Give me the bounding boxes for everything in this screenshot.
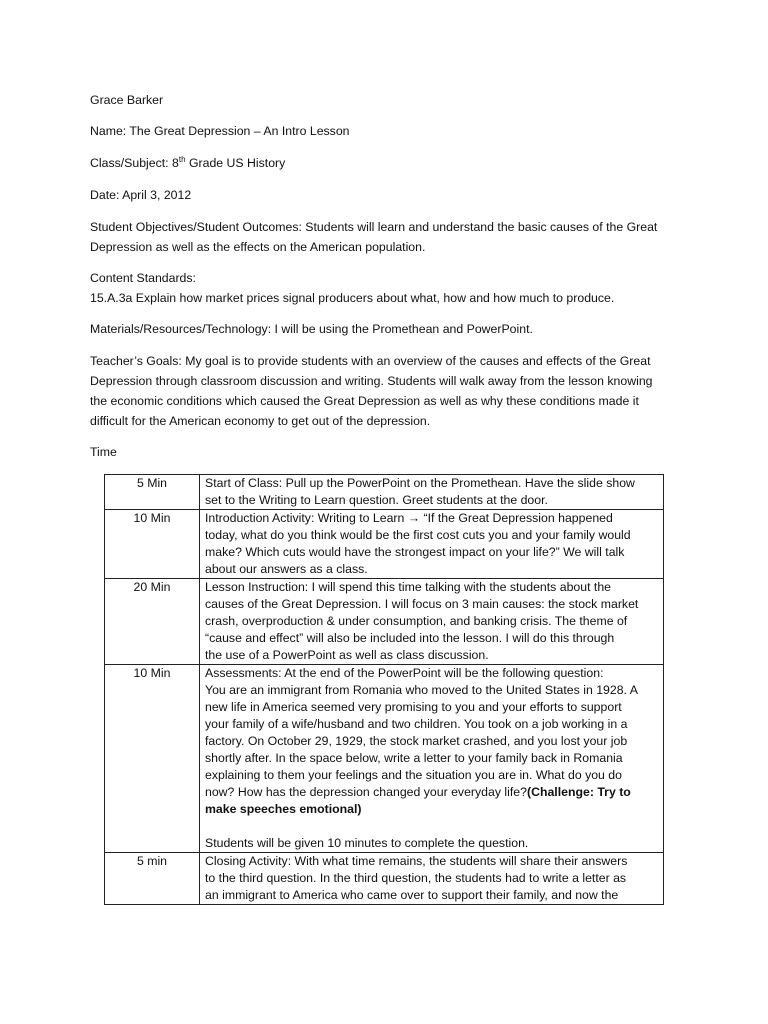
activity-line-mixed: [205, 784, 658, 801]
activity-line: Closing Activity: With what time remains, the students will share their answers: [205, 854, 628, 868]
activity-line: Lesson Instruction: I will spend this time talking with the students about the: [205, 580, 612, 594]
activity-line: today, what do you think would be the first cost cuts you and your family would: [205, 528, 631, 542]
objectives-line: Student Objectives/Student Outcomes: Students will learn and understand the basic causes of the Great: [90, 220, 658, 234]
activity-text: now? How has the depression changed your everyday life?: [205, 785, 527, 799]
challenge-text: (Challenge: Try to: [526, 785, 631, 799]
content-standards-line: 15.A.3a Explain how market prices signal producers about what, how and how much to produce.: [90, 291, 615, 305]
time-cell: 5 Min: [105, 475, 200, 510]
activity-line: factory. On October 29, 1929, the stock market crashed, and you lost your job: [205, 734, 628, 748]
lesson-date: Date: April 3, 2012: [90, 188, 192, 202]
time-cell: 5 min: [105, 853, 200, 905]
activity-line: an immigrant to America who came over to support their family, and now the: [205, 888, 619, 902]
author-name: Grace Barker: [90, 93, 164, 107]
goals-paragraph: [90, 351, 680, 431]
activity-line: set to the Writing to Learn question. Greet students at the door.: [205, 493, 548, 507]
goals-line: Depression through classroom discussion and writing. Students will walk away from the lesson knowing: [90, 374, 653, 388]
time-label: Time: [90, 445, 117, 459]
table-row: [105, 510, 664, 579]
activity-line: causes of the Great Depression. I will focus on 3 main causes: the stock market: [205, 597, 639, 611]
activity-line: make? Which cuts would have the strongest impact on your life?” We will talk: [205, 545, 625, 559]
activity-cell: [200, 853, 664, 905]
activity-line: the use of a PowerPoint as well as class discussion.: [205, 648, 489, 662]
class-subject-prefix: Class/Subject: 8: [90, 156, 179, 170]
time-cell: 10 Min: [105, 510, 200, 579]
activity-line: new life in America seemed very promising to you and your efforts to support: [205, 700, 622, 714]
activity-line: shortly after. In the space below, write a letter to your family back in Romania: [205, 751, 623, 765]
activity-line-bold: [205, 801, 658, 818]
schedule-table: [104, 474, 664, 905]
activity-cell: [200, 579, 664, 665]
activity-line: your family of a wife/husband and two children. You took on a job working in a: [205, 717, 628, 731]
content-standards-heading: Content Standards:: [90, 271, 196, 285]
table-row: [105, 853, 664, 905]
objectives-paragraph: [90, 217, 680, 257]
activity-line: Introduction Activity: Writing to Learn → “If the Great Depression happened: [205, 511, 613, 525]
activity-line: Start of Class: Pull up the PowerPoint on the Promethean. Have the slide show: [205, 476, 635, 490]
goals-line: Teacher’s Goals: My goal is to provide students with an overview of the causes and effects of the Great: [90, 354, 651, 368]
table-row: [105, 475, 664, 510]
activity-cell: [200, 475, 664, 510]
materials-line: Materials/Resources/Technology: I will be using the Promethean and PowerPoint.: [90, 322, 533, 336]
activity-line: You are an immigrant from Romania who moved to the United States in 1928. A: [205, 683, 638, 697]
activity-line: explaining to them your feelings and the situation you are in. What do you do: [205, 768, 622, 782]
time-cell: 20 Min: [105, 579, 200, 665]
activity-line: Assessments: At the end of the PowerPoint will be the following question:: [205, 666, 604, 680]
goals-line: the economic conditions which caused the Great Depression as well as why these conditions made it: [90, 394, 639, 408]
activity-line: Students will be given 10 minutes to complete the question.: [205, 836, 529, 850]
challenge-text: make speeches emotional): [205, 802, 362, 816]
activity-line: to the third question. In the third question, the students had to write a letter as: [205, 871, 627, 885]
lesson-name: Name: The Great Depression – An Intro Lesson: [90, 124, 350, 138]
activity-line: “cause and effect” will also be included into the lesson. I will do this through: [205, 631, 615, 645]
class-subject-suffix: Grade US History: [185, 156, 286, 170]
class-subject: [90, 154, 690, 172]
activity-cell: [200, 510, 664, 579]
class-subject-sup: th: [178, 155, 186, 164]
table-row: [105, 579, 664, 665]
time-cell: 10 Min: [105, 665, 200, 853]
objectives-line: Depression as well as the effects on the American population.: [90, 240, 426, 254]
table-row: [105, 665, 664, 853]
activity-line: about our answers as a class.: [205, 562, 368, 576]
activity-line: crash, overproduction & under consumption, and banking crisis. The theme of: [205, 614, 628, 628]
activity-cell: [200, 665, 664, 853]
content-standards: [90, 268, 680, 308]
goals-line: difficult for the American economy to get out of the depression.: [90, 414, 431, 428]
